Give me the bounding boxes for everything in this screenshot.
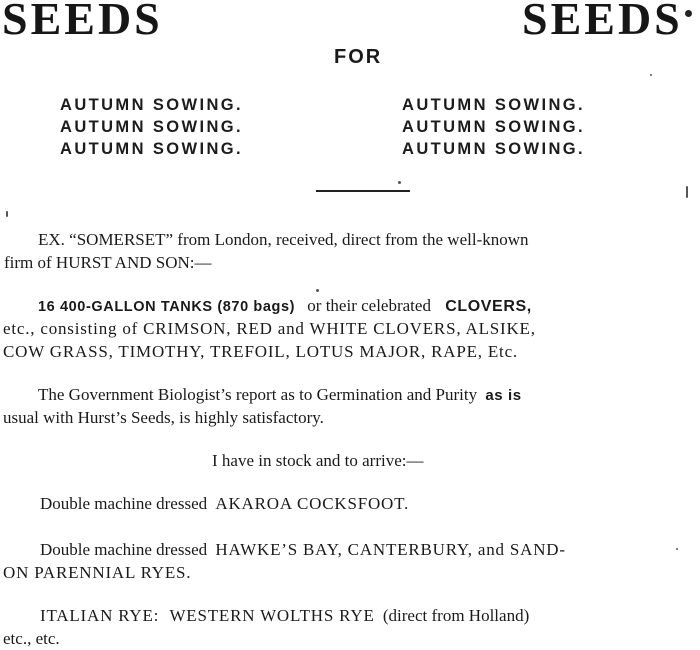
cocksfoot-line [40,492,409,515]
sowing-left-block [60,94,243,160]
intro-line-2: firm of HURST AND SON:— [4,253,212,272]
clover-list-line-3: COW GRASS, TIMOTHY, TREFOIL, LOTUS MAJOR, RAPE, Etc. [3,342,518,361]
report-line-2: usual with Hurst’s Seeds, is highly satisfactory. [3,408,324,427]
divider-rule [316,190,410,192]
scan-speck [316,289,319,292]
etc-line: etc., etc. [3,629,60,648]
clovers-heading: CLOVERS, [445,298,532,315]
for-label: FOR [334,46,383,68]
sowing-right-block [402,94,585,160]
ryes-line-1 [40,538,566,561]
ink-blot [685,10,692,17]
scan-speck [398,181,401,184]
report-line-1 [38,383,522,407]
scan-speck [676,548,678,550]
sowing-left-line: AUTUMN SOWING. [60,140,244,158]
sowing-right-line: AUTUMN SOWING. [402,96,586,114]
cocksfoot-prefix: Double machine dressed [40,494,208,513]
tanks-line-1 [38,294,532,319]
headline-left: SEEDS [2,0,163,44]
stock-line: I have in stock and to arrive:— [212,451,424,470]
italian-rye: ITALIAN RYE: [40,606,160,625]
cocksfoot-name: AKAROA COCKSFOOT. [215,494,410,513]
report-text: The Government Biologist’s report as to Germination and Purity [38,385,478,404]
tanks-quantity: 16 400-GALLON TANKS (870 bags) [38,299,296,315]
clover-list-line-2: etc., consisting of CRIMSON, RED and WHITE CLOVERS, ALSIKE, [3,319,536,338]
sowing-left-line: AUTUMN SOWING. [60,118,244,136]
western-wolths-rye: WESTERN WOLTHS RYE [169,606,375,625]
ryes-line-2: ON PARENNIAL RYES. [3,563,192,582]
sowing-left-line: AUTUMN SOWING. [60,96,244,114]
headline-right: SEEDS [522,0,683,44]
scan-speck [686,186,688,198]
sowing-right-line: AUTUMN SOWING. [402,118,586,136]
ryes-name: HAWKE’S BAY, CANTERBURY, and SAND- [215,540,566,559]
ryes-prefix: Double machine dressed [40,540,208,559]
direct-from-holland: (direct from Holland) [382,606,530,625]
italian-rye-line [40,604,529,627]
sowing-right-line: AUTUMN SOWING. [402,140,586,158]
scan-speck [650,74,652,76]
tanks-text: or their celebrated [307,296,431,315]
scan-speck [6,211,8,217]
intro-line-1: EX. “SOMERSET” from London, received, direct from the well-known [38,230,529,249]
report-as-is: as is [485,387,522,404]
